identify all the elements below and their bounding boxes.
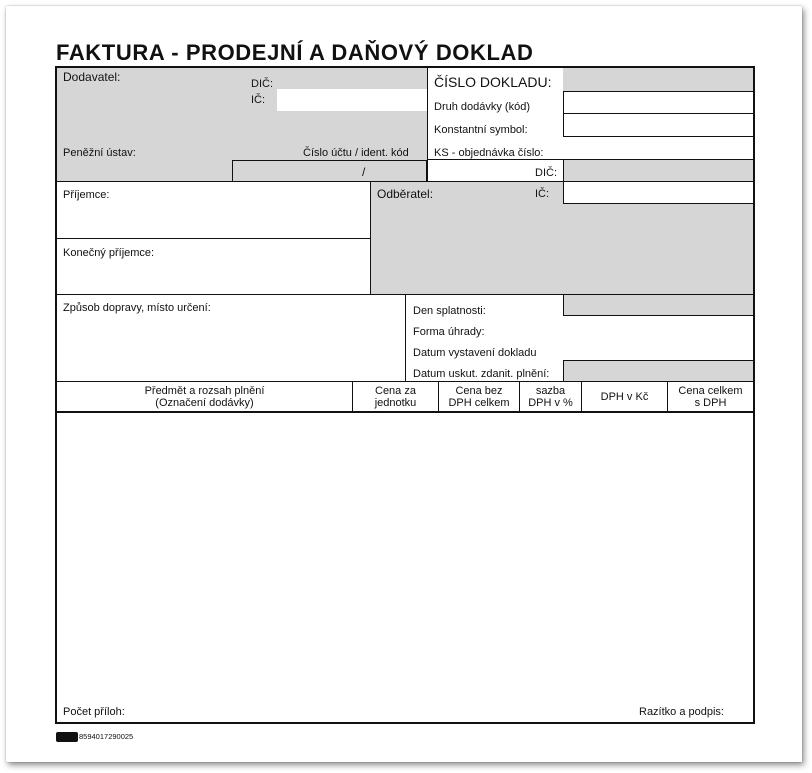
customer-ic-field[interactable] [563,182,754,204]
transport-label: Způsob dopravy, místo určení: [63,302,211,314]
taxable-date-field[interactable] [563,360,753,381]
order-number-label: KS - objednávka číslo: [434,147,544,159]
page-title: FAKTURA - PRODEJNÍ A DAŇOVÝ DOKLAD [56,40,534,65]
stamp-label: Razítko a podpis: [639,706,724,718]
col-subject-line2: (Označení dodávky) [155,397,254,409]
section3-bottom [57,381,754,382]
col-vat-rate-line1: sazba [535,385,566,397]
section3-divider [405,295,406,381]
customer-label: Odběratel: [377,187,434,201]
col-subject-line1: Předmět a rozsah plnění [144,385,265,397]
col-vat-czk-label: DPH v Kč [600,391,649,403]
account-field[interactable] [232,160,427,181]
account-separator: / [362,165,366,179]
col-subject-header [57,385,352,409]
col-vat-rate-line2: DPH v % [528,397,573,409]
col-total-line1: Cena celkem [678,385,743,397]
section1-divider [427,68,428,182]
col-total-header [668,385,753,409]
document-dic-label: DIČ: [535,167,557,179]
col-vat-czk-header [582,391,667,403]
due-date-label: Den splatnosti: [413,305,486,317]
barcode-number: 8594017290025 [79,732,134,741]
final-recipient-label: Konečný příjemce: [63,247,155,259]
document-number-label: ČÍSLO DOKLADU: [434,74,552,90]
constant-symbol-field[interactable] [563,114,754,137]
col-unit-price-header [353,385,438,409]
customer-ic-label: IČ: [535,188,550,200]
col-price-no-vat-line1: Cena bez [455,385,503,397]
constant-symbol-label: Konstantní symbol: [434,124,528,136]
attachments-label: Počet příloh: [63,706,125,718]
account-label: Číslo účtu / ident. kód [303,147,409,159]
supplier-label: Dodavatel: [63,70,121,84]
col-unit-price-line2: jednotku [374,397,417,409]
col-price-no-vat-line2: DPH celkem [448,397,510,409]
supplier-ic-label: IČ: [251,94,266,106]
taxable-date-label: Datum uskut. zdanit. plnění: [413,368,550,380]
supplier-dic-label: DIČ: [251,78,273,90]
col-total-line2: s DPH [694,397,727,409]
recipient-label: Příjemce: [63,189,110,201]
recipient-divider [57,238,370,239]
document-number-field[interactable] [563,68,753,91]
delivery-type-field[interactable] [563,91,754,114]
payment-form-label: Forma úhrady: [413,326,485,338]
col-unit-price-line1: Cena za [375,385,416,397]
col-price-no-vat-header [439,385,519,409]
due-date-field[interactable] [563,295,753,316]
bank-label: Peněžní ústav: [63,147,136,159]
items-area[interactable] [57,413,753,698]
col-vat-rate-header [520,385,581,409]
supplier-ic-field[interactable] [277,89,427,111]
document-dic-field[interactable] [563,160,753,181]
issue-date-label: Datum vystavení dokladu [413,347,537,359]
delivery-type-label: Druh dodávky (kód) [434,101,530,113]
publisher-logo [56,732,78,742]
